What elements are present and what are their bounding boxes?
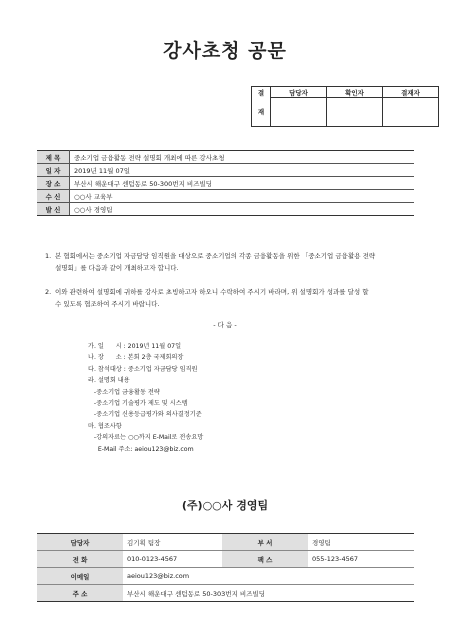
document-title: 강사초청 공문	[163, 40, 287, 62]
detail-item: 마. 협조사항	[88, 422, 122, 430]
detail-item: 다. 참석대상 : 중소기업 자금담당 임직원	[88, 365, 198, 373]
detail-item: -중소기업 신용등급평가와 의사결정기준	[88, 411, 202, 419]
info-value: 중소기업 금융활동 전략 설명회 개최에 따른 강사초청	[70, 151, 415, 164]
approval-label-top: 결	[252, 87, 271, 98]
contact-key: 부 서	[222, 534, 308, 551]
approval-sign-manager[interactable]	[271, 98, 327, 127]
contact-key: 담당자	[37, 534, 123, 551]
paragraph-2	[45, 286, 417, 310]
approval-sign-approver[interactable]	[383, 98, 439, 127]
contact-row	[37, 534, 414, 551]
contact-email[interactable]: aeiou123@biz.com	[123, 568, 414, 585]
contact-row	[37, 551, 414, 568]
info-row	[37, 151, 414, 164]
contact-row	[37, 585, 414, 602]
detail-item: -강의자료는 ○○까지 E-Mail로 전송요망	[88, 434, 204, 442]
detail-item: -중소기업 기술평가 제도 및 시스템	[88, 400, 188, 408]
approval-box	[251, 86, 439, 127]
contact-key: 전 화	[37, 551, 123, 568]
contact-key: 팩 스	[222, 551, 308, 568]
da-eum-heading: - 다 음 -	[213, 321, 237, 329]
detail-item: -중소기업 금융활동 전략	[88, 388, 160, 396]
details-list	[88, 341, 203, 455]
paragraph-number: 1.	[45, 252, 52, 260]
contact-key: 주 소	[37, 585, 123, 602]
detail-item: 라. 설명회 내용	[88, 377, 130, 385]
detail-item: 나. 장 소 : 본회 2층 국제회의장	[88, 354, 184, 362]
info-value: 2019년 11월 07일	[70, 164, 415, 177]
paragraph-number: 2.	[45, 288, 52, 296]
info-value: ○○사 경영팀	[70, 203, 415, 216]
approval-label-bottom: 재	[252, 98, 271, 127]
info-table	[37, 150, 414, 216]
approval-sign-reviewer[interactable]	[327, 98, 383, 127]
approval-header-reviewer: 확인자	[327, 87, 383, 98]
organization-name: (주)○○사 경영팀	[181, 499, 269, 512]
paragraph-line: 수 있도록 협조하여 주시기 바랍니다.	[55, 300, 160, 308]
contact-table	[37, 533, 414, 602]
contact-value: 055-123-4567	[308, 551, 414, 568]
info-key: 일 자	[37, 164, 70, 177]
info-row	[37, 203, 414, 216]
contact-row	[37, 568, 414, 585]
detail-item: 가. 일 시 : 2019년 11월 07일	[88, 343, 182, 350]
info-key: 수 신	[37, 190, 70, 203]
detail-email[interactable]: E-Mail 주소: aeiou123@biz.com	[88, 445, 194, 453]
paragraph-line: 본 협회에서는 중소기업 자금담당 임직원을 대상으로 중소기업의 각종 금융활동을 위한 「중소기업 금융활용 전략	[55, 252, 376, 260]
contact-value: 010-0123-4567	[123, 551, 222, 568]
paragraph-line: 이와 관련하여 설명회에 귀하를 강사로 초빙하고자 하오니 수락하여 주시기 바라며, 위 설명회가 성과를 달성 할	[55, 288, 369, 296]
paragraph-line: 설명회」를 다음과 같이 개최하고자 합니다.	[55, 264, 179, 272]
approval-header-manager: 담당자	[271, 87, 327, 98]
info-value: 부산시 해운대구 센텀동로 50-300번지 비즈빌딩	[70, 177, 415, 190]
approval-header-approver: 결재자	[383, 87, 439, 98]
info-value: ○○사 교육부	[70, 190, 415, 203]
info-row	[37, 190, 414, 203]
info-row	[37, 177, 414, 190]
contact-key: 이메일	[37, 568, 123, 585]
contact-value: 경영팀	[308, 534, 414, 551]
info-key: 제 목	[37, 151, 70, 164]
contact-value: 부산시 해운대구 센텀동로 50-303번지 비즈빌딩	[123, 585, 414, 602]
paragraph-1	[45, 250, 417, 274]
contact-value: 김기획 팀장	[123, 534, 222, 551]
info-row	[37, 164, 414, 177]
info-key: 장 소	[37, 177, 70, 190]
info-key: 발 신	[37, 203, 70, 216]
